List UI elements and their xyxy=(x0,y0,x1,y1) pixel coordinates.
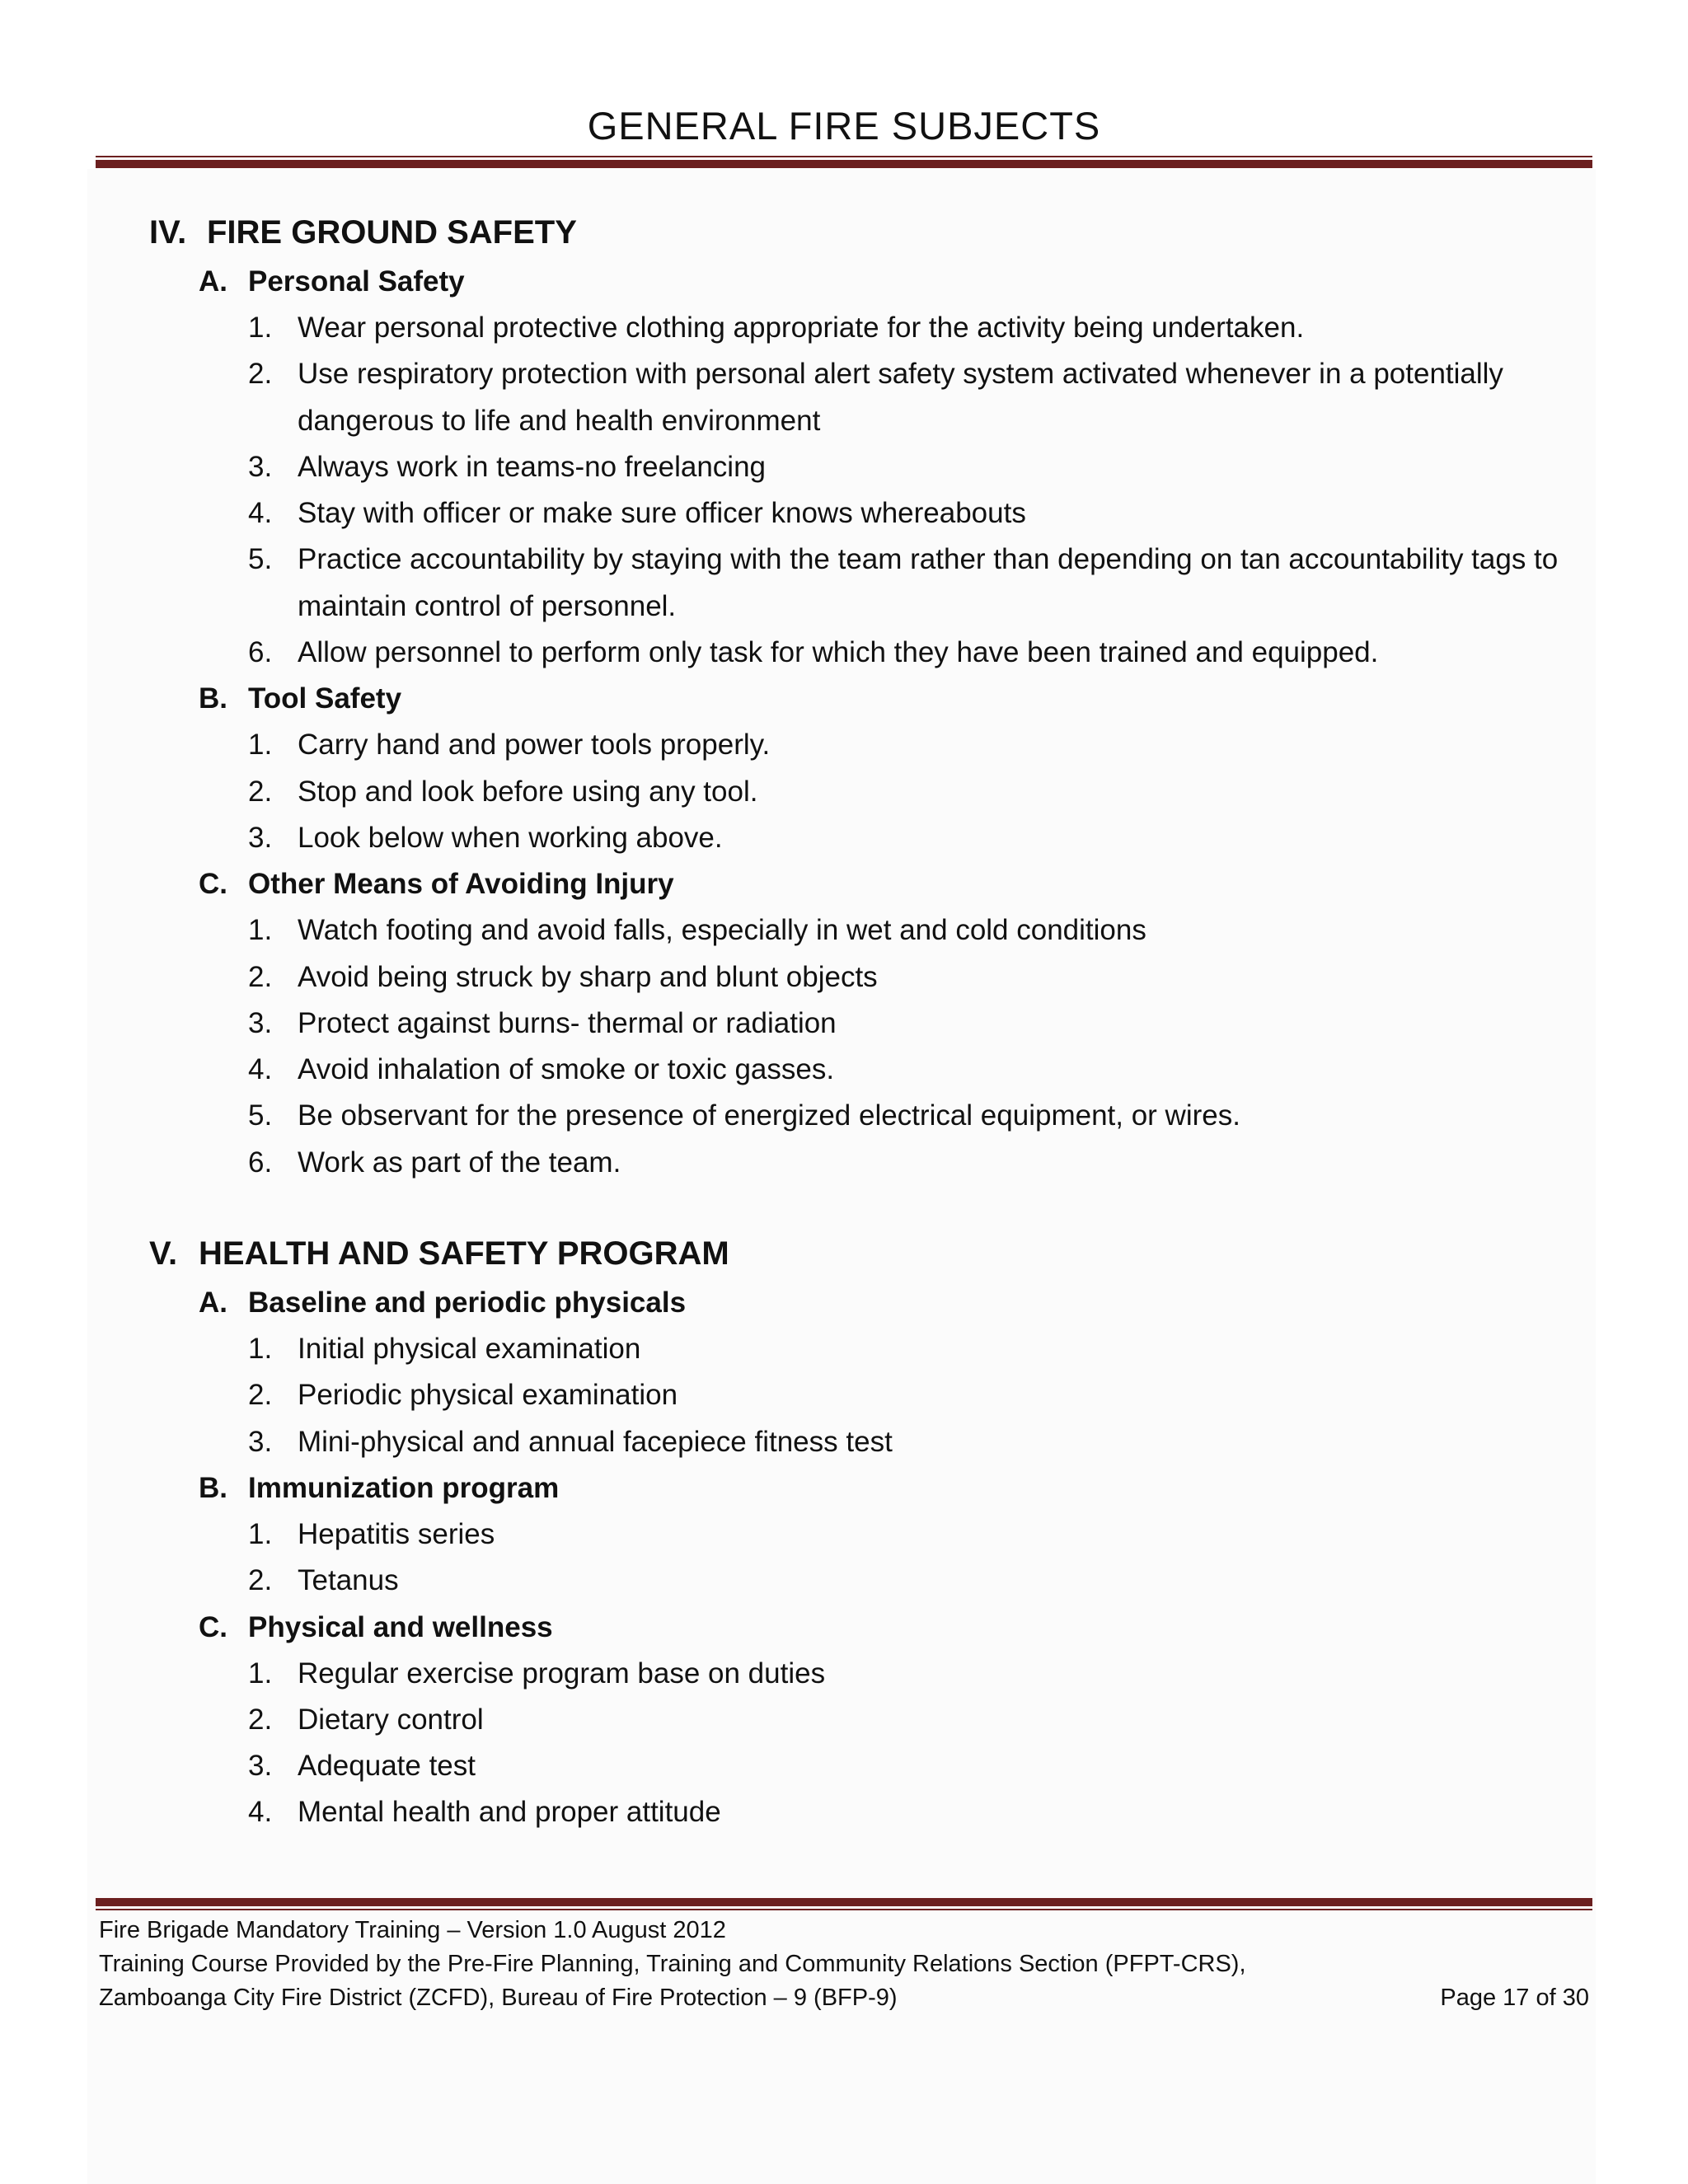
section-number: V. xyxy=(149,1235,178,1272)
subsection-title: Personal Safety xyxy=(248,265,465,298)
list-item-text: Look below when working above. xyxy=(298,821,723,854)
subsection-title: Other Means of Avoiding Injury xyxy=(248,868,674,901)
list-item-number: 2. xyxy=(248,960,273,993)
list-item-number: 6. xyxy=(248,1146,273,1179)
list-item-text: Stay with officer or make sure officer knows whereabouts xyxy=(298,497,1026,530)
list-item-text: Regular exercise program base on duties xyxy=(298,1657,826,1690)
list-item-number: 1. xyxy=(248,1517,273,1550)
subsection-letter: B. xyxy=(199,682,227,715)
list-item-number: 2. xyxy=(248,775,273,808)
list-item-number: 4. xyxy=(248,497,273,530)
list-item-text: Mental health and proper attitude xyxy=(298,1796,721,1829)
list-item-number: 2. xyxy=(248,1703,273,1736)
list-item-text: Use respiratory protection with personal alert safety system activated whenever in a potentially dangerous to life and health environment xyxy=(298,358,1503,437)
list-item xyxy=(0,1047,1688,1093)
list-item xyxy=(0,769,1688,815)
list-item xyxy=(0,1001,1688,1047)
list-item-text: Wear personal protective clothing appropriate for the activity being undertaken. xyxy=(298,312,1305,344)
list-item-number: 2. xyxy=(248,358,273,391)
list-item xyxy=(0,1789,1688,1835)
list-item-text: Mini-physical and annual facepiece fitness test xyxy=(298,1425,893,1458)
list-item-number: 4. xyxy=(248,1053,273,1086)
list-item-text: Carry hand and power tools properly. xyxy=(298,729,771,762)
section-heading xyxy=(0,206,1688,259)
list-item-text: Practice accountability by staying with the team rather than depending on tan accountability tags to maintain control of personnel. xyxy=(298,543,1559,622)
list-item xyxy=(0,444,1688,490)
list-item-text: Allow personnel to perform only task for which they have been trained and equipped. xyxy=(298,636,1379,669)
list-item xyxy=(0,815,1688,861)
header-divider xyxy=(96,156,1592,168)
footer-line-course-provider: Training Course Provided by the Pre-Fire Planning, Training and Community Relations Section (PFPT-CRS), xyxy=(99,1951,1246,1977)
list-item-text: Watch footing and avoid falls, especially in wet and cold conditions xyxy=(298,914,1146,947)
list-item-text: Dietary control xyxy=(298,1703,484,1736)
list-item-text: Initial physical examination xyxy=(298,1333,641,1366)
subsection-heading xyxy=(0,861,1688,907)
list-item xyxy=(0,1326,1688,1372)
subsection-letter: B. xyxy=(199,1471,227,1504)
subsection-heading xyxy=(0,1465,1688,1511)
list-item-text: Avoid inhalation of smoke or toxic gasses. xyxy=(298,1053,835,1086)
list-item-number: 3. xyxy=(248,1425,273,1458)
list-item-number: 5. xyxy=(248,543,273,576)
list-item xyxy=(0,305,1688,351)
list-item-number: 3. xyxy=(248,821,273,854)
list-item xyxy=(0,630,1688,676)
list-item xyxy=(0,1419,1688,1465)
list-item-number: 2. xyxy=(248,1379,273,1412)
section-spacer xyxy=(0,1186,1688,1227)
subsection-heading xyxy=(0,676,1688,722)
footer-line-training: Fire Brigade Mandatory Training – Version 1.0 August 2012 xyxy=(99,1917,726,1943)
list-item xyxy=(0,1093,1688,1139)
list-item xyxy=(0,1372,1688,1418)
subsection-letter: A. xyxy=(199,1286,227,1319)
list-item-number: 1. xyxy=(248,729,273,762)
list-item xyxy=(0,1651,1688,1697)
section-heading xyxy=(0,1227,1688,1280)
section xyxy=(0,1227,1688,1836)
list-item-number: 1. xyxy=(248,914,273,947)
page-header-title: GENERAL FIRE SUBJECTS xyxy=(587,104,1101,148)
page-footer xyxy=(99,1914,1589,2015)
list-item-number: 6. xyxy=(248,636,273,669)
list-item xyxy=(0,722,1688,768)
list-item xyxy=(0,1140,1688,1186)
section-title: HEALTH AND SAFETY PROGRAM xyxy=(199,1235,729,1272)
subsection-heading xyxy=(0,259,1688,305)
list-item-number: 2. xyxy=(248,1564,273,1597)
list-item xyxy=(0,1558,1688,1604)
list-item-number: 5. xyxy=(248,1099,273,1132)
list-item xyxy=(0,351,1688,444)
section xyxy=(0,206,1688,1186)
list-item xyxy=(0,1511,1688,1558)
subsection-title: Physical and wellness xyxy=(248,1610,553,1643)
list-item-text: Tetanus xyxy=(298,1564,399,1597)
list-item-number: 3. xyxy=(248,1750,273,1783)
list-item-number: 1. xyxy=(248,312,273,344)
section-number: IV. xyxy=(149,214,187,251)
subsection-letter: A. xyxy=(199,265,227,298)
subsection-letter: C. xyxy=(199,868,227,901)
document-body xyxy=(0,206,1688,1836)
footer-line-district: Zamboanga City Fire District (ZCFD), Bureau of Fire Protection – 9 (BFP-9) xyxy=(99,1985,898,2011)
list-item-text: Always work in teams-no freelancing xyxy=(298,450,767,483)
list-item-number: 3. xyxy=(248,1006,273,1039)
list-item xyxy=(0,1697,1688,1743)
list-item-text: Be observant for the presence of energized electrical equipment, or wires. xyxy=(298,1099,1240,1132)
subsection-heading xyxy=(0,1605,1688,1651)
subsection-heading xyxy=(0,1280,1688,1326)
list-item-number: 1. xyxy=(248,1333,273,1366)
list-item-number: 1. xyxy=(248,1657,273,1690)
list-item xyxy=(0,1743,1688,1789)
footer-divider xyxy=(96,1898,1592,1910)
list-item-text: Stop and look before using any tool. xyxy=(298,775,758,808)
list-item-text: Protect against burns- thermal or radiation xyxy=(298,1006,837,1039)
subsection-title: Tool Safety xyxy=(248,682,402,715)
list-item-text: Avoid being struck by sharp and blunt objects xyxy=(298,960,878,993)
subsection-letter: C. xyxy=(199,1610,227,1643)
section-title: FIRE GROUND SAFETY xyxy=(207,214,577,251)
list-item xyxy=(0,907,1688,954)
page-number: Page 17 of 30 xyxy=(1440,1985,1589,2011)
list-item xyxy=(0,954,1688,1001)
list-item-number: 4. xyxy=(248,1796,273,1829)
list-item-text: Work as part of the team. xyxy=(298,1146,621,1179)
list-item xyxy=(0,537,1688,630)
subsection-title: Immunization program xyxy=(248,1471,560,1504)
list-item xyxy=(0,490,1688,537)
list-item-text: Periodic physical examination xyxy=(298,1379,678,1412)
list-item-text: Hepatitis series xyxy=(298,1517,495,1550)
list-item-text: Adequate test xyxy=(298,1750,476,1783)
subsection-title: Baseline and periodic physicals xyxy=(248,1286,687,1319)
list-item-number: 3. xyxy=(248,450,273,483)
